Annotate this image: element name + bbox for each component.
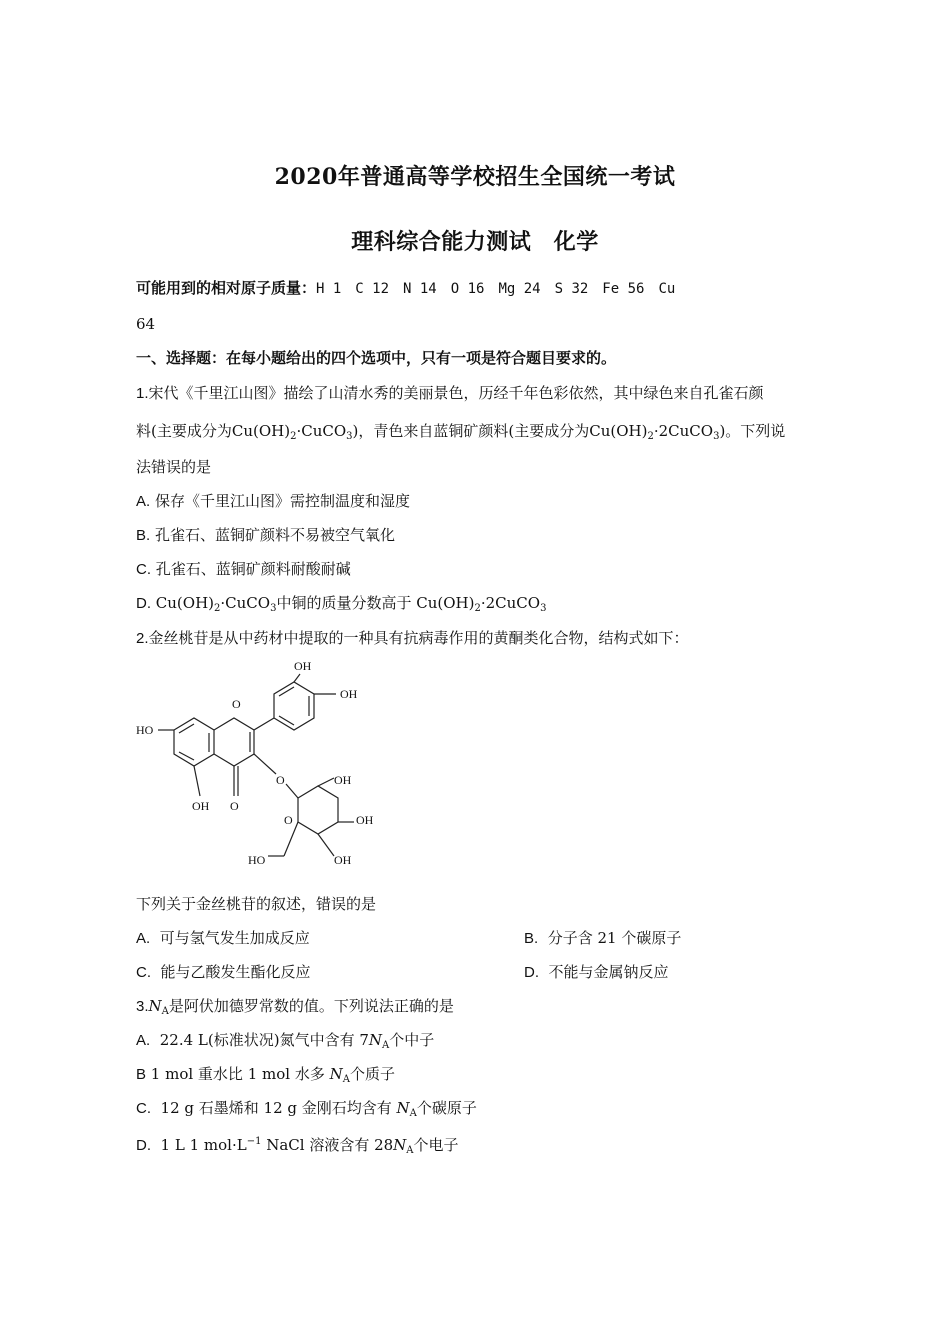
q3-option-b — [136, 1064, 395, 1090]
avogadro-symbol: N — [393, 1136, 407, 1154]
bond-oh-top — [294, 674, 300, 682]
label-ho-left: HO — [136, 723, 154, 737]
label-o-ring: O — [232, 697, 241, 711]
option-label: B — [136, 1066, 147, 1083]
q3-number: 3. — [136, 998, 149, 1015]
option-label: C. — [136, 1100, 151, 1117]
option-text: 1 L 1 mol·L — [160, 1136, 247, 1154]
q3-option-c — [136, 1098, 477, 1124]
ring-c — [214, 718, 254, 766]
q3-option-d — [136, 1132, 459, 1161]
exam-subtitle: 理科综合能力测试 化学 — [351, 229, 599, 255]
q1-option-a — [136, 491, 410, 512]
sub: A — [342, 1074, 350, 1085]
q1-text-2d: ·2CuCO — [653, 422, 714, 440]
label-oh-bottom: OH — [192, 799, 210, 813]
option-text: 个电子 — [413, 1136, 459, 1154]
q1-text-2b: ·CuCO — [296, 422, 347, 440]
sub: 2 — [474, 603, 481, 614]
label-o-sugar: O — [284, 813, 293, 827]
avogadro-symbol: N — [148, 997, 162, 1015]
option-label: B. — [524, 930, 539, 947]
q2-option-d — [524, 962, 669, 983]
sub: 2 — [214, 603, 221, 614]
option-label: A. — [136, 930, 151, 947]
q3-text: 是阿伏加德罗常数的值。下列说法正确的是 — [168, 997, 454, 1015]
hyperoside-structure-diagram — [134, 656, 394, 872]
option-text: 可与氢气发生加成反应 — [159, 929, 310, 947]
ring-a — [174, 718, 214, 766]
option-text: 不能与金属钠反应 — [548, 963, 669, 981]
sub: 3 — [713, 431, 720, 442]
atomic-masses-wrap: 64 — [136, 315, 156, 333]
option-label: D. — [136, 595, 151, 612]
label-o-keto: O — [230, 799, 239, 813]
q1-text-2c: )，青色来自蓝铜矿颜料(主要成分为Cu(OH) — [352, 422, 648, 440]
bond-ether — [254, 754, 276, 774]
option-label: D. — [524, 964, 539, 981]
option-label: A. — [136, 493, 151, 510]
option-text: NaCl 溶液含有 28 — [261, 1136, 394, 1154]
ring-b-double — [279, 687, 294, 696]
exam-title: 2020年普通高等学校招生全国统一考试 — [274, 164, 676, 190]
option-text: 12 g 石墨烯和 12 g 金刚石均含有 — [160, 1099, 397, 1117]
q3-option-a — [136, 1030, 434, 1056]
q1-option-c — [136, 559, 351, 580]
sub: A — [409, 1108, 417, 1119]
q2-option-b — [524, 928, 681, 949]
ring-b-double — [279, 716, 294, 725]
q1-option-b — [136, 525, 395, 546]
q3-stem — [136, 996, 454, 1022]
bond-oh-s3 — [318, 834, 334, 856]
atomic-masses-values: H 1 C 12 N 14 O 16 Mg 24 S 32 Fe 56 Cu — [316, 281, 676, 297]
option-text: 中铜的质量分数高于 Cu(OH) — [276, 594, 475, 612]
option-label: C. — [136, 561, 151, 578]
option-text: 22.4 L(标准状况)氮气中含有 7 — [159, 1031, 369, 1049]
avogadro-symbol: N — [368, 1031, 383, 1049]
sub: 3 — [346, 431, 353, 442]
sub: 3 — [270, 603, 277, 614]
q2-number: 2. — [136, 630, 149, 647]
option-label: B. — [136, 527, 151, 544]
bond-oh-s1 — [318, 778, 334, 786]
q2-stem: 下列关于金丝桃苷的叙述，错误的是 — [136, 895, 377, 913]
q1-number: 1. — [136, 385, 149, 402]
avogadro-symbol: N — [329, 1065, 343, 1083]
label-oh-top: OH — [294, 659, 312, 673]
q1-line1 — [136, 383, 764, 404]
sub: A — [382, 1040, 390, 1051]
q1-text-2e: )。下列说 — [719, 422, 786, 440]
option-text: 保存《千里江山图》需控制温度和湿度 — [154, 492, 410, 510]
option-text: 1 mol 重水比 1 mol 水多 — [150, 1065, 330, 1083]
label-oh-sugar2: OH — [356, 813, 374, 827]
bond-b — [254, 718, 274, 730]
q1-text-2a: 料(主要成分为Cu(OH) — [136, 422, 291, 440]
label-ho-sugar: HO — [248, 853, 266, 867]
sub: 2 — [647, 431, 654, 442]
bond-ether-sugar — [286, 784, 298, 798]
ring-sugar — [298, 786, 338, 834]
sub: 2 — [290, 431, 297, 442]
label-oh-sugar1: OH — [334, 773, 352, 787]
q1-option-d — [136, 593, 546, 619]
q1-line3: 法错误的是 — [136, 458, 212, 476]
q2-option-c — [136, 962, 311, 983]
option-text: 个中子 — [389, 1031, 435, 1049]
option-text: 能与乙酸发生酯化反应 — [160, 963, 311, 981]
option-text: Cu(OH) — [155, 594, 215, 612]
section-heading: 一、选择题：在每小题给出的四个选项中，只有一项是符合题目要求的。 — [136, 349, 617, 367]
sub: 3 — [540, 603, 547, 614]
option-label: C. — [136, 964, 151, 981]
label-oh-right: OH — [340, 687, 358, 701]
ring-b — [274, 682, 314, 730]
label-oh-sugar3: OH — [334, 853, 352, 867]
q1-line2 — [136, 421, 785, 447]
option-text: ·CuCO — [220, 594, 271, 612]
option-label: D. — [136, 1137, 151, 1154]
q2-line1 — [136, 628, 689, 649]
q2-option-a — [136, 928, 310, 949]
bond-oh-bottom — [194, 766, 200, 796]
option-text: 分子含 21 个碳原子 — [547, 929, 682, 947]
label-o-ether: O — [276, 773, 285, 787]
atomic-masses-label: 可能用到的相对原子质量： — [136, 279, 317, 297]
option-text: 个质子 — [349, 1065, 395, 1083]
option-label: A. — [136, 1032, 151, 1049]
atomic-masses — [136, 278, 675, 299]
option-text: ·2CuCO — [480, 594, 541, 612]
sup: −1 — [246, 1136, 262, 1147]
option-text: 孔雀石、蓝铜矿颜料不易被空气氧化 — [154, 526, 395, 544]
option-text: 孔雀石、蓝铜矿颜料耐酸耐碱 — [155, 560, 351, 578]
sub: A — [406, 1145, 414, 1156]
q2-text: 金丝桃苷是从中药材中提取的一种具有抗病毒作用的黄酮类化合物，结构式如下： — [148, 629, 689, 647]
option-text: 个碳原子 — [416, 1099, 477, 1117]
avogadro-symbol: N — [396, 1099, 410, 1117]
bond-ch2 — [284, 822, 298, 856]
q1-text-1: 宋代《千里江山图》描绘了山清水秀的美丽景色，历经千年色彩依然，其中绿色来自孔雀石颜 — [148, 384, 764, 402]
sub: A — [161, 1006, 169, 1017]
